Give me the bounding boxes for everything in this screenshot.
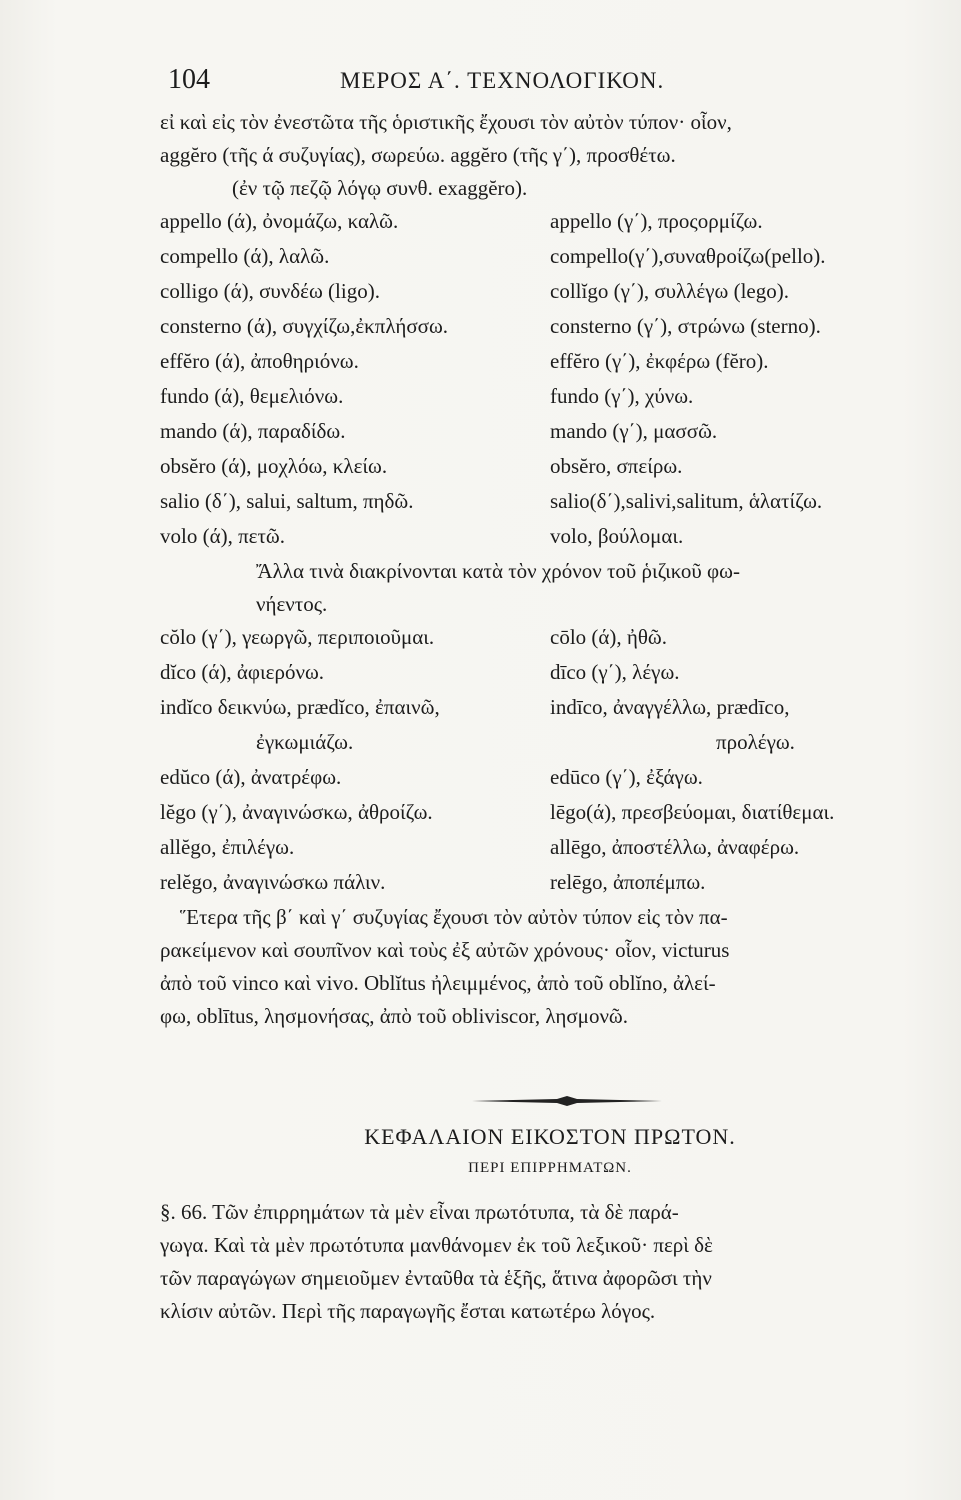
body-text (160, 106, 940, 1033)
chapter-subtitle: ΠΕΡΙ ΕΠΙΡΡΗΜΑΤΩΝ. (468, 1160, 632, 1176)
verb-pair (160, 726, 940, 761)
verb-left: relĕgo, ἀναγινώσκω πάλιν. (160, 870, 386, 894)
verb-right: mando (γ΄), μασσῶ. (550, 419, 718, 443)
verb-left: allĕgo, ἐπιλέγω. (160, 835, 295, 859)
verb-right: volo, βούλομαι. (550, 524, 684, 548)
verb-right: cōlo (ά), ἠθῶ. (550, 625, 668, 649)
verb-right: obsĕro, σπείρω. (550, 454, 683, 478)
verb-right: fundo (γ΄), χύνω. (550, 384, 694, 408)
verb-pair (160, 691, 940, 726)
verb-left: cŏlo (γ΄), γεωργῶ, περιποιοῦμαι. (160, 625, 435, 649)
chapter-title: ΚΕΦΑΛΑΙΟΝ ΕΙΚΟΣΤΟΝ ΠΡΩΤΟΝ. (364, 1124, 736, 1149)
verb-pair (160, 831, 940, 866)
verb-right: effĕro (γ΄), ἐκφέρω (fĕro). (550, 349, 769, 373)
verb-pair (160, 205, 940, 240)
text-line: aggĕro (τῆς ά συζυγίας), σωρεύω. aggĕro (τῆς γ΄), προσθέτω. (160, 143, 676, 167)
verb-left: colligo (ά), συνδέω (ligo). (160, 279, 380, 303)
verb-left: mando (ά), παραδίδω. (160, 419, 346, 443)
verb-right: edūco (γ΄), ἐξάγω. (550, 765, 703, 789)
text-line: τῶν παραγώγων σημειοῦμεν ἐνταῦθα τὰ ἑξῆς, ἅτινα ἀφορῶσι τὴν (160, 1266, 712, 1290)
text-line: Ἕτερα τῆς β΄ καὶ γ΄ συζυγίας ἔχουσι τὸν αὐτὸν τύπον εἰς τὸν πα- (180, 905, 728, 929)
page-number: 104 (168, 64, 210, 95)
verb-left: effĕro (ά), ἀποθηριόνω. (160, 349, 359, 373)
verb-pair (160, 485, 940, 520)
verb-right: appello (γ΄), προςορμίζω. (550, 209, 763, 233)
text-line: εἰ καὶ εἰς τὸν ἐνεστῶτα τῆς ὁριστικῆς ἔχουσι τὸν αὐτὸν τύπον· οἷον, (160, 110, 732, 134)
verb-left: dĭco (ά), ἀφιερόνω. (160, 660, 325, 684)
running-head: ΜΕΡΟΣ Α΄. ΤΕΧΝΟΛΟΓΙΚΟΝ. (340, 68, 665, 93)
verb-right: indīco, ἀναγγέλλω, prædīco, (550, 695, 790, 719)
verb-left: ἐγκωμιάζω. (256, 730, 354, 754)
verb-pair (160, 380, 940, 415)
verb-right: προλέγω. (716, 730, 795, 754)
verb-right: relēgo, ἀποπέμπω. (550, 870, 706, 894)
verb-left: volo (ά), πετῶ. (160, 524, 286, 548)
verb-pair (160, 275, 940, 310)
verb-right: compello(γ΄),συναθροίζω(pello). (550, 244, 826, 268)
verb-pair (160, 761, 940, 796)
verb-pair (160, 310, 940, 345)
verb-right: allēgo, ἀποστέλλω, ἀναφέρω. (550, 835, 800, 859)
verb-pair (160, 450, 940, 485)
verb-left: indĭco δεικνύω, prædĭco, ἐπαινῶ, (160, 695, 440, 719)
verb-left: obsĕro (ά), μοχλόω, κλείω. (160, 454, 388, 478)
text-line: κλίσιν αὐτῶν. Περὶ τῆς παραγωγῆς ἔσται κατωτέρω λόγος. (160, 1299, 656, 1323)
text-line: φω, oblītus, λησμονήσας, ἀπὸ τοῦ obliviscor, λησμονῶ. (160, 1004, 629, 1028)
verb-pair (160, 656, 940, 691)
verb-right: consterno (γ΄), στρώνω (sterno). (550, 314, 821, 338)
verb-pair (160, 866, 940, 901)
verb-pair (160, 345, 940, 380)
verb-pair (160, 240, 940, 275)
text-line: ἀπὸ τοῦ vinco καὶ vivo. Oblĭtus ἠλειμμένος, ἀπὸ τοῦ oblĭno, ἀλεί- (160, 971, 716, 995)
text-line: Ἄλλα τινὰ διακρίνονται κατὰ τὸν χρόνον τοῦ ῥιζικοῦ φω- (256, 559, 740, 583)
verb-right: salio(δ΄),salivi,salitum, ἁλατίζω. (550, 489, 823, 513)
verb-right: dīco (γ΄), λέγω. (550, 660, 680, 684)
verb-left: salio (δ΄), salui, saltum, πηδῶ. (160, 489, 414, 513)
verb-pair (160, 796, 940, 831)
text-line: (ἐν τῷ πεζῷ λόγῳ συνθ. exaggĕro). (232, 176, 528, 200)
text-line: νήεντος. (256, 592, 328, 616)
text-line: γωγα. Καὶ τὰ μὲν πρωτότυπα μανθάνομεν ἐκ τοῦ λεξικοῦ· περὶ δὲ (160, 1233, 713, 1257)
verb-left: consterno (ά), συγχίζω,ἐκπλήσσω. (160, 314, 449, 338)
verb-right: lēgo(ά), πρεσβεύομαι, διατίθεμαι. (550, 800, 835, 824)
verb-left: appello (ά), ὀνομάζω, καλῶ. (160, 209, 399, 233)
verb-left: edŭco (ά), ἀνατρέφω. (160, 765, 342, 789)
text-line: ρακείμενον καὶ σουπῖνον καὶ τοὺς ἐξ αὐτῶν χρόνους· οἷον, victurus (160, 938, 730, 962)
verb-right: collĭgo (γ΄), συλλέγω (lego). (550, 279, 789, 303)
text-line: §. 66. Τῶν ἐπιρρημάτων τὰ μὲν εἶναι πρωτότυπα, τὰ δὲ παρά- (160, 1200, 679, 1224)
page-header (168, 64, 728, 104)
section-divider (472, 1096, 662, 1106)
verb-left: compello (ά), λαλῶ. (160, 244, 330, 268)
verb-pair (160, 621, 940, 656)
verb-left: fundo (ά), θεμελιόνω. (160, 384, 344, 408)
verb-left: lĕgo (γ΄), ἀναγινώσκω, ἀθροίζω. (160, 800, 433, 824)
verb-pair (160, 415, 940, 450)
verb-pair (160, 520, 940, 555)
section-paragraph (160, 1196, 940, 1328)
